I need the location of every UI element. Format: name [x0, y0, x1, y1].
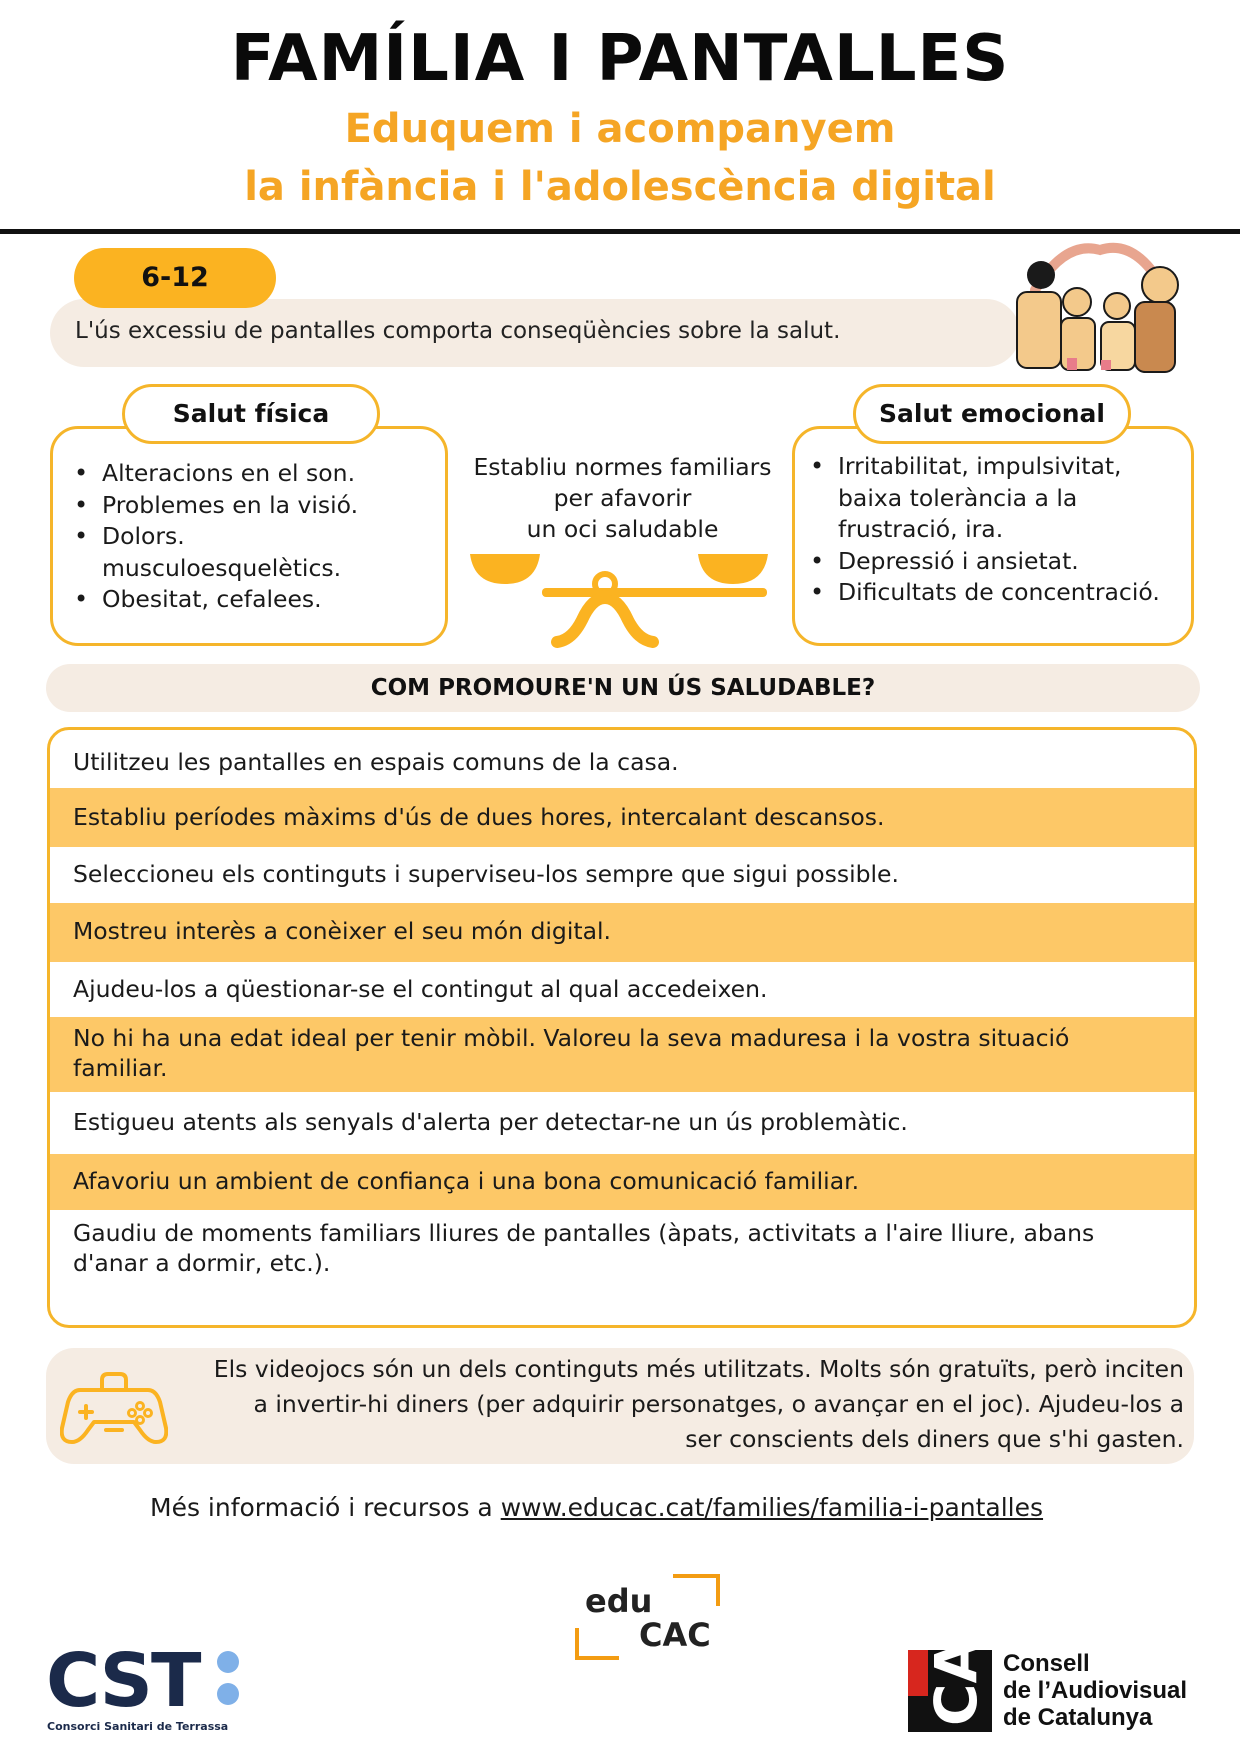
resources-link[interactable]: www.educac.cat/families/familia-i-pantalles: [500, 1493, 1044, 1522]
list-item: Seleccioneu els continguts i superviseu-los sempre que sigui possible.: [73, 860, 899, 888]
intro-text: L'ús excessiu de pantalles comporta conseqüències sobre la salut.: [75, 318, 841, 344]
videogames-line-2: a invertir-hi diners (per adquirir personatges, o avançar en el joc). Ajudeu-los a: [253, 1390, 1184, 1418]
page-subtitle-line-1: Eduquem i acompanyem: [344, 106, 896, 152]
cac-logo: [908, 1650, 1208, 1732]
cac-mark-icon: [908, 1650, 992, 1732]
balance-line-1: Establiu normes familiars: [473, 453, 772, 481]
physical-health-title: Salut física: [122, 384, 380, 444]
list-item: Establiu períodes màxims d'ús de dues hores, intercalant descansos.: [50, 788, 1194, 847]
list-item-continuation: musculoesquelètics.: [102, 553, 342, 582]
tips-list: [47, 727, 1197, 1328]
section-heading-promote: COM PROMOURE'N UN ÚS SALUDABLE?: [46, 664, 1200, 712]
page-title: FAMÍLIA I PANTALLES: [230, 22, 1010, 96]
balance-scale-icon: [462, 540, 778, 650]
list-item: • Irritabilitat, impulsivitat, baixa tolerància a la frustració, ira.: [808, 451, 1192, 546]
family-illustration: [1005, 240, 1185, 380]
list-item: Gaudiu de moments familiars lliures de pantalles (àpats, activitats a l'aire lliure, abans d'anar a dormir, etc.).: [73, 1219, 1095, 1277]
cst-logo: [46, 1640, 256, 1735]
educac-logo: [573, 1572, 723, 1662]
educac-logo-cac: CAC: [639, 1616, 711, 1654]
cac-mark-letters: CAC: [922, 1650, 990, 1726]
list-item: No hi ha una edat ideal per tenir mòbil. Valoreu la seva maduresa i la vostra situació familiar.: [50, 1017, 1194, 1092]
balance-line-2: per afavorir: [553, 484, 692, 512]
physical-health-list: [72, 458, 442, 616]
cac-name-line-3: de Catalunya: [1003, 1704, 1153, 1731]
more-info-label: Més informació i recursos a: [150, 1493, 501, 1522]
list-item: Mostreu interès a conèixer el seu món digital.: [50, 903, 1194, 962]
list-item: Ajudeu-los a qüestionar-se el contingut al qual accedeixen.: [73, 975, 768, 1003]
page-subtitle-line-2: la infància i l'adolescència digital: [244, 164, 996, 210]
list-item: Afavoriu un ambient de confiança i una bona comunicació familiar.: [50, 1154, 1194, 1210]
videogames-text: [168, 1352, 1184, 1457]
videogames-line-3: ser conscients dels diners que s'hi gasten.: [685, 1425, 1184, 1453]
header-divider: [0, 229, 1240, 234]
cac-name: [1003, 1650, 1187, 1731]
list-item: • Depressió i ansietat.: [808, 546, 1192, 578]
educac-logo-edu: edu: [585, 1582, 653, 1620]
emotional-health-list: [808, 451, 1192, 609]
gamepad-icon: [60, 1368, 168, 1446]
more-info: [150, 1493, 1043, 1522]
list-item: • Dolors.: [72, 521, 442, 553]
list-item: • Dificultats de concentració.: [808, 577, 1192, 609]
list-item: • Problemes en la visió.: [72, 490, 442, 522]
age-range-badge: 6-12: [74, 248, 276, 308]
balance-message: [455, 452, 790, 545]
cac-name-line-1: Consell: [1003, 1650, 1090, 1677]
list-item: Estigueu atents als senyals d'alerta per detectar-ne un ús problemàtic.: [73, 1108, 908, 1136]
cst-logo-letters: CST: [46, 1640, 200, 1724]
list-item: • Obesitat, cefalees.: [72, 584, 442, 616]
list-item: Utilitzeu les pantalles en espais comuns de la casa.: [73, 748, 679, 776]
cac-name-line-2: de l’Audiovisual: [1003, 1677, 1188, 1704]
videogames-line-1: Els videojocs són un dels continguts més utilitzats. Molts són gratuïts, però inciten: [213, 1355, 1184, 1383]
emotional-health-title: Salut emocional: [853, 384, 1131, 444]
balance-line-3: un oci saludable: [526, 515, 719, 543]
list-item: • Alteracions en el son.: [72, 458, 442, 490]
cst-logo-name: Consorci Sanitari de Terrassa: [47, 1720, 229, 1733]
